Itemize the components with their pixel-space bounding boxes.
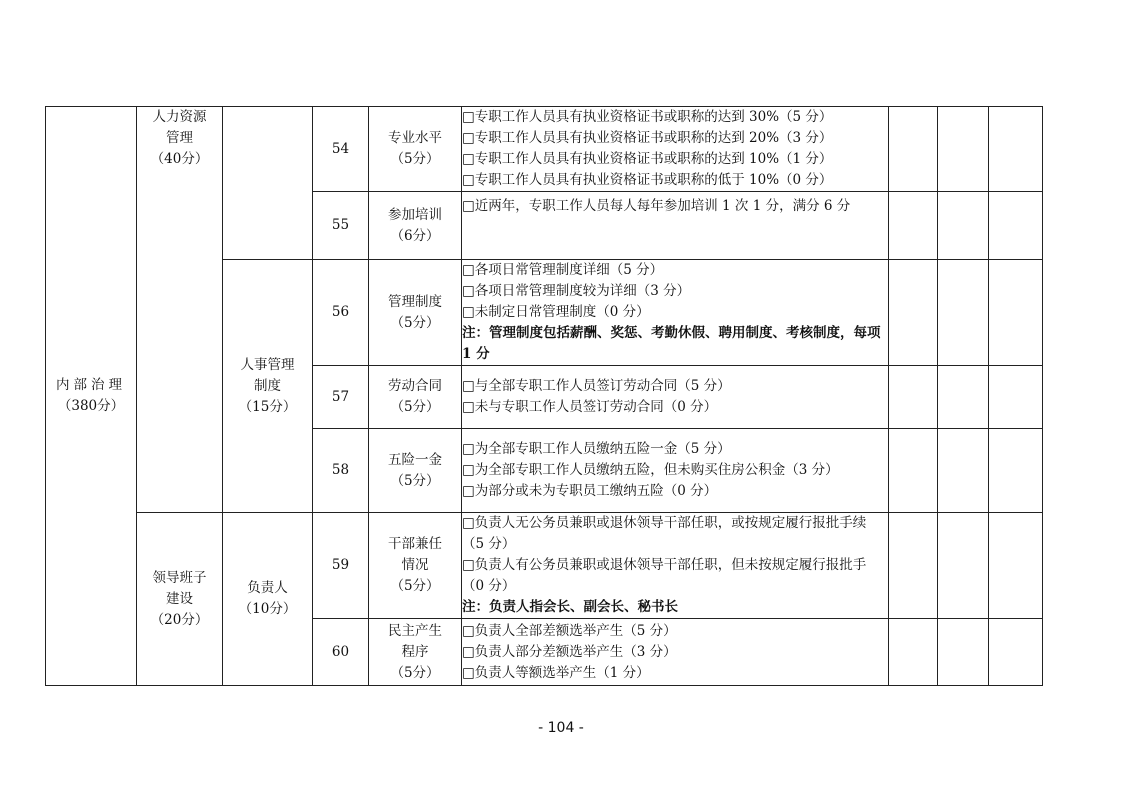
score-cell xyxy=(889,107,938,192)
item-name: 参加培训 （6分） xyxy=(369,192,462,260)
table-row xyxy=(46,107,1043,192)
criteria-cell: □各项日常管理制度详细（5 分） □各项日常管理制度较为详细（3 分） □未制定日常管理制度（0 分） 注：管理制度包括薪酬、奖惩、考勤休假、聘用制度、考核制度，每项 1 分 xyxy=(462,260,889,366)
sub-category-leadership: 领导班子 建设 （20分） xyxy=(137,513,223,686)
item-name: 专业水平 （5分） xyxy=(369,107,462,192)
score-cell xyxy=(938,619,989,686)
criteria-note: 注：管理制度包括薪酬、奖惩、考勤休假、聘用制度、考核制度，每项 1 分 xyxy=(462,325,881,362)
group-personnel-system: 人事管理 制度 （15分） xyxy=(223,260,313,513)
empty-group-cell xyxy=(223,107,313,260)
criteria-note: 注：负责人指会长、副会长、秘书长 xyxy=(462,599,678,615)
criteria-cell: □为全部专职工作人员缴纳五险一金（5 分） □为全部专职工作人员缴纳五险，但未购买住房公积金（3 分） □为部分或未为专职员工缴纳五险（0 分） xyxy=(462,429,889,513)
score-cell xyxy=(889,619,938,686)
criteria-cell: □负责人全部差额选举产生（5 分） □负责人部分差额选举产生（3 分） □负责人等额选举产生（1 分） xyxy=(462,619,889,686)
category-cell: 内部治理 （380分） xyxy=(46,107,137,686)
group-leader: 负责人 （10分） xyxy=(223,513,313,686)
score-cell xyxy=(989,429,1043,513)
sub-category-hr: 人力资源 管理 （40分） xyxy=(137,107,223,513)
score-cell xyxy=(889,513,938,619)
item-name: 劳动合同 （5分） xyxy=(369,366,462,429)
item-number: 57 xyxy=(313,366,369,429)
item-number: 59 xyxy=(313,513,369,619)
score-cell xyxy=(889,429,938,513)
score-cell xyxy=(938,513,989,619)
page-number: - 104 - xyxy=(538,720,584,736)
item-name: 管理制度 （5分） xyxy=(369,260,462,366)
item-number: 55 xyxy=(313,192,369,260)
criteria-cell: □与全部专职工作人员签订劳动合同（5 分） □未与专职工作人员签订劳动合同（0 分） xyxy=(462,366,889,429)
score-cell xyxy=(989,192,1043,260)
item-number: 58 xyxy=(313,429,369,513)
score-cell xyxy=(938,260,989,366)
item-name: 干部兼任 情况 （5分） xyxy=(369,513,462,619)
score-cell xyxy=(989,366,1043,429)
score-cell xyxy=(938,192,989,260)
item-name: 五险一金 （5分） xyxy=(369,429,462,513)
score-cell xyxy=(938,366,989,429)
item-number: 54 xyxy=(313,107,369,192)
score-cell xyxy=(989,260,1043,366)
score-cell xyxy=(889,260,938,366)
score-cell xyxy=(938,429,989,513)
score-cell xyxy=(989,107,1043,192)
score-cell xyxy=(989,619,1043,686)
score-cell xyxy=(938,107,989,192)
evaluation-table xyxy=(45,106,1043,686)
score-cell xyxy=(989,513,1043,619)
item-number: 60 xyxy=(313,619,369,686)
criteria-cell: □专职工作人员具有执业资格证书或职称的达到 30%（5 分） □专职工作人员具有执业资格证书或职称的达到 20%（3 分） □专职工作人员具有执业资格证书或职称的达到 10%（1 分） □专职工作人员具有执业资格证书或职称的低于 10%（0 分） xyxy=(462,107,889,192)
criteria-cell: □负责人无公务员兼职或退休领导干部任职，或按规定履行报批手续（5 分） □负责人有公务员兼职或退休领导干部任职，但未按规定履行报批手（0 分） 注：负责人指会长、副会长、秘书长 xyxy=(462,513,889,619)
criteria-cell: □近两年，专职工作人员每人每年参加培训 1 次 1 分，满分 6 分 xyxy=(462,192,889,260)
score-cell xyxy=(889,192,938,260)
score-cell xyxy=(889,366,938,429)
item-number: 56 xyxy=(313,260,369,366)
item-name: 民主产生 程序 （5分） xyxy=(369,619,462,686)
table-row xyxy=(46,513,1043,619)
